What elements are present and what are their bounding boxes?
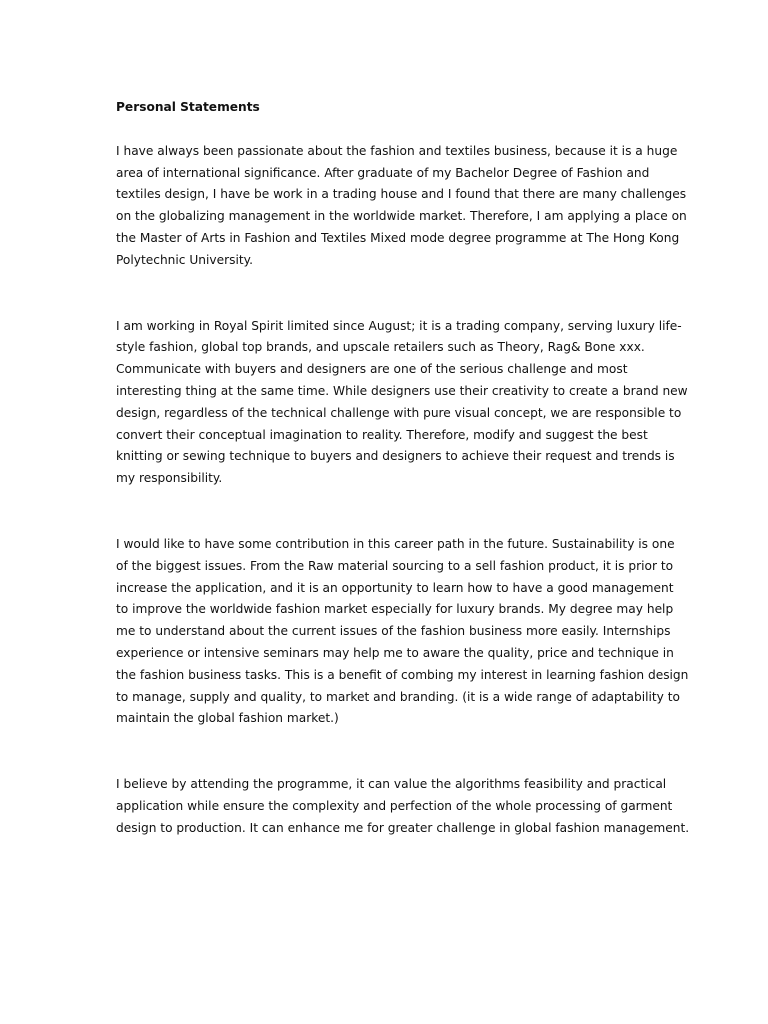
paragraph-line: application while ensure the complexity and perfection of the whole processing of garment — [116, 798, 673, 813]
document-title: Personal Statements — [116, 100, 260, 114]
paragraph-4 — [116, 774, 690, 839]
paragraph-line: textiles design, I have be work in a trading house and I found that there are many challenges — [116, 187, 687, 202]
paragraph-line: increase the application, and it is an opportunity to learn how to have a good management — [116, 580, 674, 595]
paragraph-line: maintain the global fashion market.) — [116, 711, 339, 726]
paragraph-line: of the biggest issues. From the Raw material sourcing to a sell fashion product, it is prior to — [116, 558, 674, 573]
paragraph-line: design, regardless of the technical challenge with pure visual concept, we are responsible to — [116, 405, 682, 420]
paragraph-line: to manage, supply and quality, to market and branding. (it is a wide range of adaptability to — [116, 689, 680, 704]
paragraph-line: Polytechnic University. — [116, 252, 253, 267]
paragraph-line: the Master of Arts in Fashion and Textiles Mixed mode degree programme at The Hong Kong — [116, 230, 680, 245]
paragraph-line: the fashion business tasks. This is a benefit of combing my interest in learning fashion design — [116, 667, 689, 682]
paragraph-line: I would like to have some contribution in this career path in the future. Sustainability is one — [116, 536, 675, 551]
paragraph-line: I believe by attending the programme, it can value the algorithms feasibility and practical — [116, 777, 667, 792]
paragraph-2 — [116, 316, 688, 490]
paragraph-line: I am working in Royal Spirit limited since August; it is a trading company, serving luxury life- — [116, 318, 682, 333]
paragraph-line: Communicate with buyers and designers are one of the serious challenge and most — [116, 362, 628, 377]
paragraph-line: I have always been passionate about the fashion and textiles business, because it is a huge — [116, 143, 678, 158]
paragraph-line: design to production. It can enhance me for greater challenge in global fashion management. — [116, 820, 690, 835]
document-body — [116, 97, 690, 840]
paragraph-line: to improve the worldwide fashion market especially for luxury brands. My degree may help — [116, 602, 674, 617]
paragraph-line: area of international significance. After graduate of my Bachelor Degree of Fashion and — [116, 165, 650, 180]
paragraph-line: experience or intensive seminars may help me to aware the quality, price and technique in — [116, 645, 674, 660]
paragraph-line: knitting or sewing technique to buyers and designers to achieve their request and trends is — [116, 449, 675, 464]
paragraph-line: interesting thing at the same time. While designers use their creativity to create a brand new — [116, 383, 688, 398]
paragraph-line: style fashion, global top brands, and upscale retailers such as Theory, Rag& Bone xxx. — [116, 340, 645, 355]
paragraph-line: my responsibility. — [116, 471, 223, 486]
paragraph-line: on the globalizing management in the worldwide market. Therefore, I am applying a place on — [116, 209, 687, 224]
paragraph-line: convert their conceptual imagination to reality. Therefore, modify and suggest the best — [116, 427, 648, 442]
paragraph-1 — [116, 141, 687, 272]
paragraph-3 — [116, 534, 689, 730]
paragraph-line: me to understand about the current issues of the fashion business more easily. Internships — [116, 624, 671, 639]
